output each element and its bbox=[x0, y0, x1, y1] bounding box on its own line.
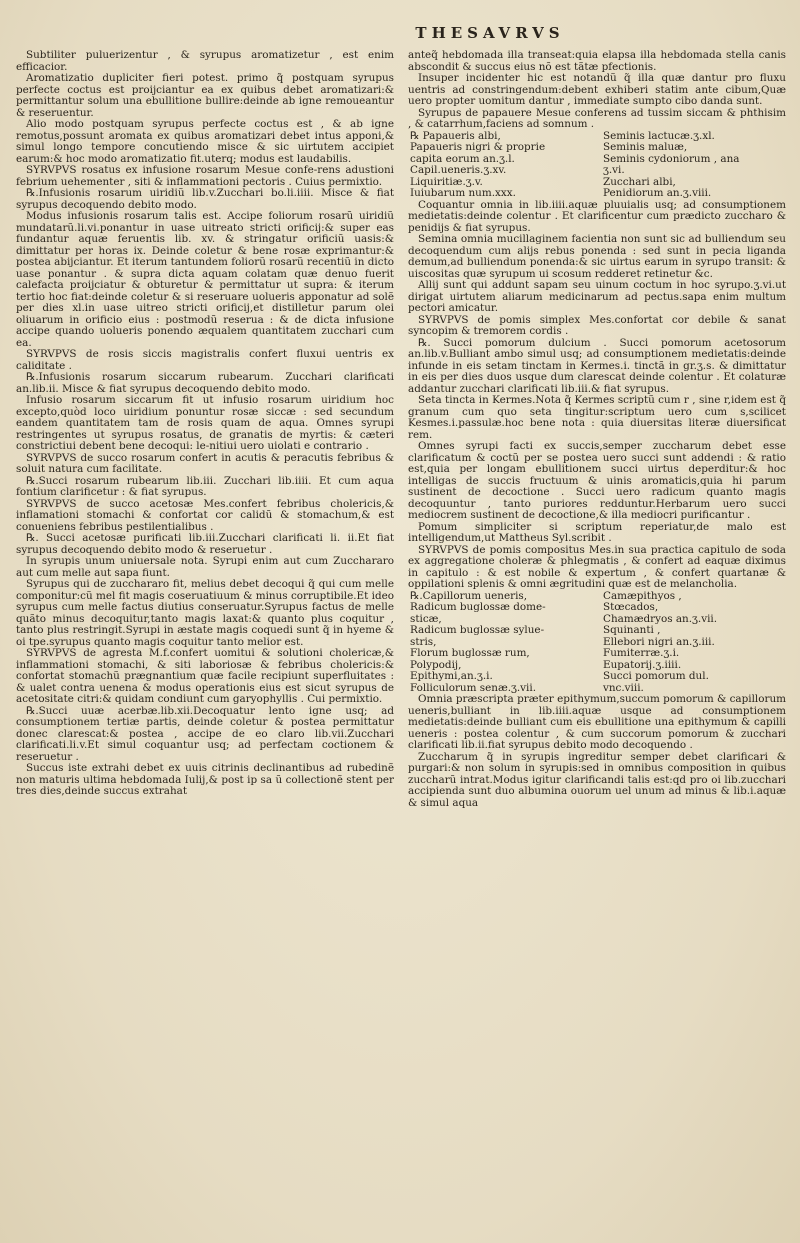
paragraph: Subtiliter puluerizentur , & syrupus aromatizetur , est enim efficacior. bbox=[16, 50, 394, 73]
recipe-item: Penidiorum an.ʒ.viii. bbox=[603, 187, 712, 199]
paragraph: In syrupis unum uniuersale nota. Syrupi enim aut cum Zucchararo aut cum melle aut sapa fiunt. bbox=[16, 555, 394, 579]
paragraph: SYRVPVS rosatus ex infusione rosarum Mesue confe-rens adustioni febrium uehementer , siti & inflammationi pectoris . Cuius permixtio. bbox=[16, 164, 394, 188]
two-column-body bbox=[16, 50, 786, 1235]
recipe-item: Iuiubarum num.xxx. bbox=[410, 187, 516, 199]
recipe-item: Radicum buglossæ sylue- bbox=[410, 624, 545, 636]
recipe-item: Epithymi,an.ʒ.i. bbox=[410, 670, 493, 682]
paragraph: SYRVPVS de pomis simplex Mes.confortat cor debile & sanat syncopim & tremorem cordis . bbox=[408, 313, 786, 337]
paragraph: ℞. Succi pomorum dulcium . Succi pomorum acetosorum an.lib.v.Bulliant ambo simul usq; ad consumptionem medietatis:deinde infunde in eis setam tinctam in Kermes.i. tinctã in gr.ʒ.s. & dimittatur in eis per dies duos usque dum clarescat deinde colentur . Et colaturæ addantur zucchari clarificati lib.iii.& fiat syrupus. bbox=[408, 336, 786, 395]
recipe-item: Seminis lactucæ.ʒ.xl. bbox=[603, 129, 715, 142]
paragraph: SYRVPVS de pomis compositus Mes.in sua practica capitulo de soda ex aggregatione choleræ & phlegmatis , & confert ad eaquæ diximus in capitulo : & est nobile & expertum , & confert quartanæ & oppilationi splenis & omni ægritudini quæ est de melancholia. bbox=[408, 543, 786, 590]
paragraph: Syrupus de papauere Mesue conferens ad tussim siccam & phthisim , & catarrhum,faciens ad somnum . bbox=[408, 106, 786, 130]
recipe-item: Eupatorij.ʒ.iiii. bbox=[603, 658, 682, 671]
paragraph: Modus infusionis rosarum talis est. Accipe foliorum rosarũ uiridiũ mundatarũ.li.vi.ponantur in uase uitreato stricti orificij:& super eas fundantur aquæ feruentis lib. xv. & stringatur orificiũ uasis:& dimittatur per horas ix. Deinde coletur & bene rosæ exprimantur:& postea abijciantur. Et iterum tantundem foliorũ rosarũ recentiũ in dicto uase ponantur . & supra dicta aquam colatam quæ denuo fuerit calefacta proijciatur & obturetur & permittatur ut supra: & iterum tertio hoc fiat:deinde coletur & si reseruare uolueris apponatur ad solẽ per dies xl.in uase uitreo stricti orificij,et distilletur parum olei oliuarum in orificio eius : postmodũ reserua : & de dicta infusione accipe quando uolueris ponendo æqualem quantitatem zucchari cum ea. bbox=[16, 210, 394, 349]
recipe-item: Chamædryos an.ʒ.vii. bbox=[603, 612, 718, 625]
recipe-item: Radicum buglossæ dome- bbox=[410, 601, 546, 613]
right-column bbox=[408, 50, 786, 1235]
recipe-item: Zucchari albi, bbox=[603, 175, 676, 188]
recipe-item: Stœcados, bbox=[603, 601, 659, 613]
recipe-item: vnc.viii. bbox=[603, 681, 644, 694]
recipe-item: Florum buglossæ rum, bbox=[410, 647, 530, 659]
paragraph: SYRVPVS de succo acetosæ Mes.confert febribus cholericis,& inflamationi stomachi & confortat cor calidũ & stomachum,& est conueniens febribus pestilentialibus . bbox=[16, 497, 394, 533]
recipe-item: ℞.Capillorum ueneris, bbox=[410, 589, 528, 602]
recipe-list-papauer bbox=[410, 131, 786, 200]
paragraph: Syrupus qui de zucchararo fit, melius debet decoqui q̃ qui cum melle componitur:cũ mel fit magis coseruatiuum & minus corruptibile.Et ideo syrupus cum melle factus diutius conseruatur.Syrupus factus de melle quãto minus decoquitur,tanto magis laxat:& quanto plus coquitur , tanto plus restringit.Syrupi in æstate magis coquedi sunt q̃ in hyeme & oi tpe.syrupus quanto magis coquitur tanto melior est. bbox=[16, 578, 394, 648]
paragraph: Aromatizatio dupliciter fieri potest. primo q̃ postquam syrupus perfecte coctus est proijciantur ea ex quibus debet aromatizari:& permittantur solum una ebullitione bullire:deinde ab igne remoueantur & reseruentur. bbox=[16, 72, 394, 119]
recipe-item: Succi pomorum dul. bbox=[603, 670, 709, 682]
recipe-item: Seminis maluæ, bbox=[603, 141, 688, 153]
paragraph: Coquantur omnia in lib.iiii.aquæ pluuialis usq; ad consumptionem medietatis:deinde colentur . Et clarificentur cum prædicto zuccharo & penidijs & fiat syrupus. bbox=[408, 198, 786, 234]
recipe-item: Liquiritiæ.ʒ.v. bbox=[410, 175, 483, 188]
recipe-item: ʒ.vi. bbox=[603, 164, 625, 176]
left-column bbox=[16, 50, 394, 1235]
paragraph: Pomum simpliciter si scriptum reperiatur,de malo est intelligendum,ut Mattheus Syl.scribit . bbox=[408, 520, 786, 544]
paragraph: ℞.Succi rosarum rubearum lib.iii. Zucchari lib.iiii. Et cum aqua fontium clarificetur : & fiat syrupus. bbox=[16, 474, 394, 498]
recipe-item: Fumiterræ.ʒ.i. bbox=[603, 647, 680, 659]
paragraph: Infusio rosarum siccarum fit ut infusio rosarum uiridium hoc excepto,quòd loco uiridium ponuntur rosæ siccæ : sed secundum eandem quantitatem tam de rosis quam de aqua. Omnes syrupi restringentes ut syrupus rosatus, de granatis de myrtis: & cæteri constrictiui debent bene decoqui: le-nitiui uero uiolati e contrario . bbox=[16, 394, 394, 452]
paragraph: ℞. Succi acetosæ purificati lib.iii.Zucchari clarificati li. ii.Et fiat syrupus decoquendo debito modo & reseruetur . bbox=[16, 532, 394, 556]
paragraph: Semina omnia mucillaginem facientia non sunt sic ad bulliendum seu decoquendum cum alijs rebus ponenda : sed sunt in pecia liganda demum,ad bulliendum ponenda:& sic uirtus earum in syrupo transit: & uiscositas quæ syrupum ui scosum redderet retinetur &c. bbox=[408, 233, 786, 280]
paragraph: ℞.Succi uuæ acerbæ.lib.xii.Decoquatur lento igne usq; ad consumptionem tertiæ partis, deinde coletur & postea permittatur donec clarescat:& postea , accipe de eo claro lib.vii.Zucchari clarificati.li.v.Et simul coquantur usq; ad perfectam coctionem & reseruetur . bbox=[16, 704, 394, 763]
paragraph: SYRVPVS de agresta M.f.confert uomitui & solutioni cholericæ,& inflammationi stomachi, & siti laboriosæ & febribus cholericis:& confortat stomachũ prægnantium quæ facile recipiunt superfluitates : & ualet contra uenena & modus operationis eius est sicut syrupus de acetositate citri:& quidam condiunt cum garyophyllis . Cui permixtio. bbox=[16, 647, 394, 705]
recipe-list-pomis-compositus bbox=[410, 591, 786, 695]
recipe-item: stris, bbox=[410, 635, 437, 648]
paragraph: anteq̃ hebdomada illa transeat:quia elapsa illa hebdomada stella canis abscondit & succus eius nõ est tãtæ pfectionis. bbox=[408, 50, 786, 73]
recipe-item: capita eorum an.ʒ.l. bbox=[410, 152, 515, 165]
paragraph: Seta tincta in Kermes.Nota q̃ Kermes scriptũ cum r , sine r,idem est q̃ granum cum quo seta tingitur:scriptum uero cum s,scilicet Kesmes.i.passulæ.hoc bene nota : quia diuersitas literæ diuersificat rem. bbox=[408, 394, 786, 441]
paragraph: SYRVPVS de rosis siccis magistralis confert fluxui uentris ex caliditate . bbox=[16, 348, 394, 372]
recipe-item: Capil.ueneris.ʒ.xv. bbox=[410, 164, 507, 176]
paragraph: SYRVPVS de succo rosarum confert in acutis & peracutis febribus & soluit natura cum facilitate. bbox=[16, 451, 394, 475]
running-header: THESAVRVS bbox=[415, 24, 565, 42]
recipe-item: Folliculorum senæ.ʒ.vii. bbox=[410, 681, 537, 694]
recipe-item: Papaueris nigri & proprie bbox=[410, 141, 546, 153]
recipe-item: Polypodij, bbox=[410, 658, 462, 671]
recipe-item: Squinanti , bbox=[603, 624, 661, 636]
paragraph: ℞.Infusionis rosarum siccarum rubearum. Zucchari clarificati an.lib.ii. Misce & fiat syrupus decoquendo debito modo. bbox=[16, 371, 394, 395]
paragraph: ℞.Infusionis rosarum uiridiũ lib.v.Zucchari bo.li.iiii. Misce & fiat syrupus decoquendo debito modo. bbox=[16, 187, 394, 211]
paragraph: Omnia præscripta præter epithymum,succum pomorum & capillorum ueneris,bulliant in lib.iiii.aquæ usque ad consumptionem medietatis:deinde bulliant cum eis ebullitione una epithymum & capilli ueneris : postea colentur , & cum succorum pomorum & zucchari clarificati lib.ii.fiat syrupus debito modo decoquendo . bbox=[408, 693, 786, 751]
paragraph: Omnes syrupi facti ex succis,semper zuccharum debet esse clarificatum & coctũ per se postea uero succi sunt addendi : & ratio est,quia per longam ebullitionem succi uirtus deperditur:& hoc intelligas de succis fructuum & uinis aromaticis,quia hi parum sustinent de decoctione . Succi uero radicum quanto magis decoquuntur , tanto puriores redduntur.Herbarum uero succi mediocrem sustinent de decoctione,& illa mediocri purificantur . bbox=[408, 440, 786, 521]
recipe-item: Ellebori nigri an.ʒ.iii. bbox=[603, 635, 715, 648]
paragraph: Zuccharum q̃ in syrupis ingreditur semper debet clarificari & purgari:& non solum in syrupis:sed in omnibus composition in quibus zuccharũ intrat.Modus igitur clarificandi talis est:qd pro oi lib.zucchari accipienda sunt duo albumina ouorum uel unum ad minus & lib.i.aquæ & simul aqua bbox=[408, 750, 786, 809]
recipe-item: Seminis cydoniorum , ana bbox=[603, 152, 740, 165]
paragraph: Insuper incidenter hic est notandũ q̃ illa quæ dantur pro fluxu uentris ad constringendum:debent exhiberi statim ante cibum,Quæ uero propter uomitum dantur , immediate sumpto cibo danda sunt. bbox=[408, 72, 786, 107]
paragraph: Succus iste extrahi debet ex uuis citrinis declinantibus ad rubedinẽ non maturis ultima hebdomada Iulij,& post ip sa ũ collectionẽ stent per tres dies,deinde succus extrahat bbox=[16, 762, 394, 797]
recipe-item: sticæ, bbox=[410, 612, 442, 625]
paragraph: Allij sunt qui addunt sapam seu uinum coctum in hoc syrupo.ʒ.vi.ut dirigat uirtutem aliarum medicinarum ad pectus.sapa enim multum pectori amicatur. bbox=[408, 279, 786, 314]
recipe-item: ℞ Papaueris albi, bbox=[410, 129, 501, 142]
recipe-item: Camæpithyos , bbox=[603, 589, 682, 602]
paragraph: Alio modo postquam syrupus perfecte coctus est , & ab igne remotus,possunt aromata ex quibus aromatizari debet intus apponi,& simul longo tempore concutiendo misce & sic uirtutem accipiet earum:& hoc modo aromatizatio fit.uterq; modus est laudabilis. bbox=[16, 118, 394, 165]
